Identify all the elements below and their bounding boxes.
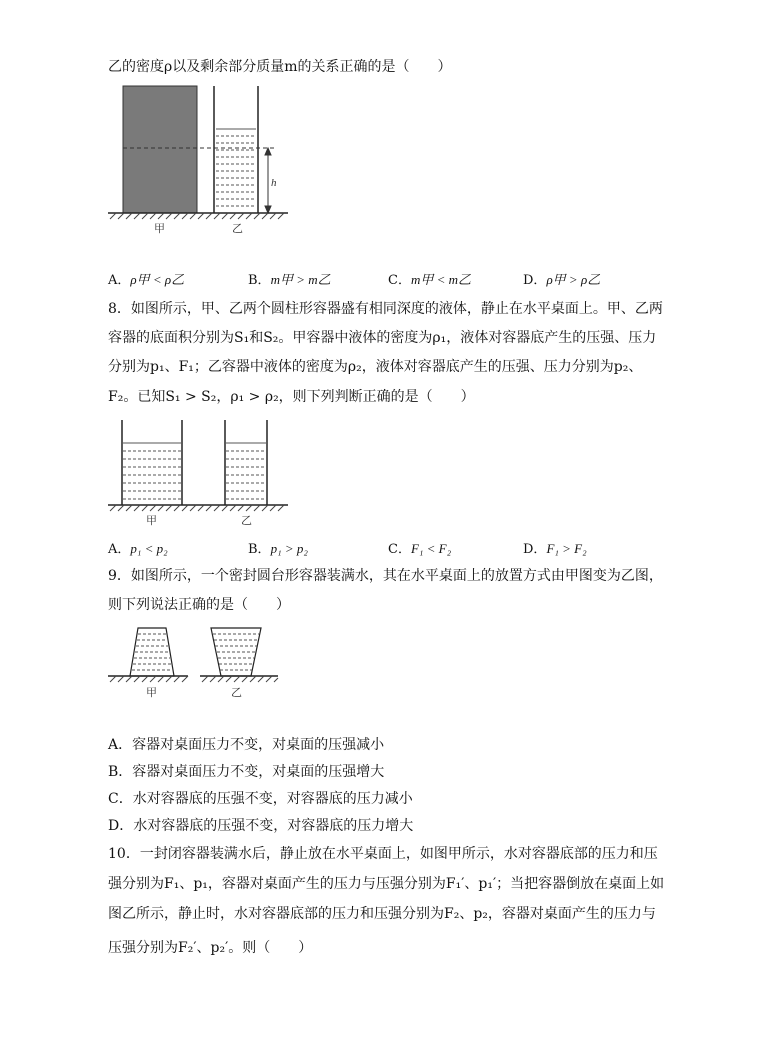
q8-label-yi: 乙: [241, 514, 252, 527]
q7-option-b: B．m甲 > m乙: [248, 272, 331, 288]
q8-stem-line-4: F₂。已知S₁ > S₂，ρ₁ > ρ₂，则下列判断正确的是（ ）: [108, 389, 475, 405]
q9-option-c: C．水对容器底的压强不变，对容器底的压力减小: [108, 791, 413, 807]
q10-stem-line-4: 压强分别为F₂′、p₂′。则（ ）: [108, 940, 313, 956]
q8-option-b: B．p₁ > p₂: [248, 541, 308, 557]
container-jia: [122, 420, 182, 505]
q10-stem-line-2: 强分别为F₁、p₁，容器对桌面产生的压力与压强分别为F₁′、p₁′；当把容器倒放在桌面上如: [108, 876, 665, 892]
q7-label-yi: 乙: [232, 222, 243, 235]
q9-stem-line-1: 9．如图所示，一个密封圆台形容器装满水，其在水平桌面上的放置方式由甲图变为乙图，: [108, 568, 663, 584]
frustum-jia: [130, 628, 174, 676]
q8-option-c: C．F₁ < F₂: [388, 541, 452, 557]
q7-option-d: D．ρ甲 > ρ乙: [523, 272, 601, 288]
q8-figure: [108, 420, 308, 530]
q9-stem-line-2: 则下列说法正确的是（ ）: [108, 597, 290, 613]
q8-stem-line-3: 分别为p₁、F₁；乙容器中液体的密度为ρ₂，液体对容器底产生的压强、压力分别为p₂、: [108, 359, 643, 375]
q8-stem-line-2: 容器的底面积分别为S₁和S₂。甲容器中液体的密度为ρ₁，液体对容器底产生的压强、压力: [108, 330, 657, 346]
frustum-yi: [211, 628, 261, 676]
q9-option-a: A．容器对桌面压力不变，对桌面的压强减小: [108, 737, 385, 753]
container-yi: [225, 420, 267, 505]
q7-stem: 乙的密度ρ以及剩余部分质量m的关系正确的是（ ）: [108, 59, 452, 75]
h-label: h: [271, 177, 277, 189]
q8-label-jia: 甲: [146, 514, 157, 527]
q9-option-b: B．容器对桌面压力不变，对桌面的压强增大: [108, 764, 385, 780]
q9-figure: [108, 624, 308, 704]
q8-stem-line-1: 8．如图所示，甲、乙两个圆柱形容器盛有相同深度的液体，静止在水平桌面上。甲、乙两: [108, 301, 663, 317]
q8-option-d: D．F₁ > F₂: [523, 541, 587, 557]
q9-label-yi: 乙: [231, 686, 242, 699]
block-jia: [123, 86, 197, 213]
q7-option-c: C．m甲 < m乙: [388, 272, 472, 288]
q10-stem-line-3: 图乙所示，静止时，水对容器底部的压力和压强分别为F₂、p₂，容器对桌面产生的压力与: [108, 906, 656, 922]
q10-stem-line-1: 10．一封闭容器装满水后，静止放在水平桌面上，如图甲所示，水对容器底部的压力和压: [108, 846, 658, 862]
q7-label-jia: 甲: [154, 222, 165, 235]
q9-label-jia: 甲: [146, 686, 157, 699]
q9-option-d: D．水对容器底的压强不变，对容器底的压力增大: [108, 818, 414, 834]
q7-option-a: A．ρ甲 < ρ乙: [108, 272, 185, 288]
q8-option-a: A．p₁ < p₂: [108, 541, 168, 557]
q7-figure: [108, 86, 308, 246]
